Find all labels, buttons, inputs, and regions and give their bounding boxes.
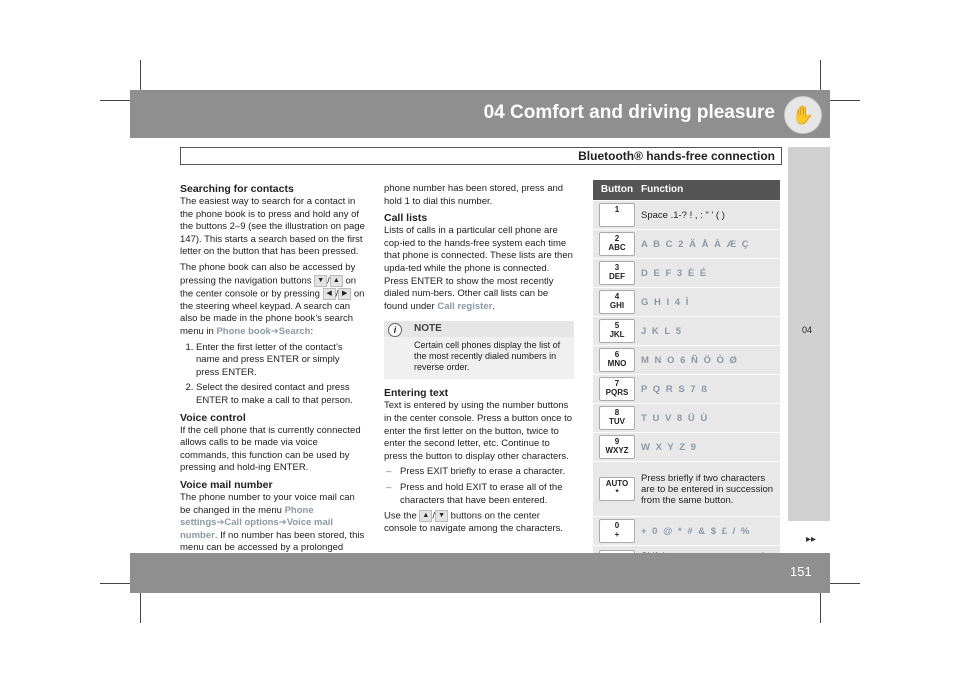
key-label: 4: [614, 292, 620, 301]
table-row: [593, 403, 780, 432]
keypad-button-icon: [599, 377, 635, 401]
key-label: AUTO: [605, 479, 629, 488]
key-sublabel: MNO: [607, 358, 627, 368]
heading-voice-mail: Voice mail number: [180, 478, 273, 491]
key-label: 9: [614, 437, 620, 446]
table-row: [593, 200, 780, 229]
key-sublabel: TUV: [609, 416, 625, 426]
menu-path-call-register: Call register: [437, 300, 493, 312]
info-icon: i: [388, 323, 402, 337]
chapter-header: [130, 90, 830, 138]
table-row: [593, 516, 780, 545]
table-row: [593, 258, 780, 287]
crop-mark: [820, 593, 821, 623]
crop-mark: [820, 60, 821, 90]
keypad-button-icon: [599, 290, 635, 314]
paragraph: The phone number to your voice mail can be changed in the menu Phone settings➔Call options➔Voice mail number. If no number has been stored, this menu can be accessed by a prolonged: [180, 491, 365, 554]
down-arrow-icon: ▼: [314, 275, 327, 287]
function-cell: D E F 3 È É: [641, 267, 708, 279]
key-label: 8: [614, 408, 620, 417]
crop-mark: [140, 593, 141, 623]
key-sublabel: WXYZ: [605, 445, 629, 455]
function-cell: J K L 5: [641, 325, 683, 337]
keypad-button-icon: [599, 435, 635, 459]
menu-path-phone-settings: Phone settings: [180, 504, 314, 529]
section-title: Bluetooth® hands-free connection: [578, 149, 775, 163]
key-cell: [593, 230, 641, 258]
key-label: 7: [614, 379, 620, 388]
keypad-button-icon: [599, 203, 635, 227]
key-sublabel: +: [614, 529, 620, 539]
up-arrow-icon: ▲: [330, 275, 343, 287]
key-label: 3: [614, 263, 620, 272]
note-header: [384, 321, 574, 337]
key-label: 2: [614, 234, 620, 243]
continue-arrows: ▸▸: [806, 534, 817, 545]
crop-mark: [830, 100, 860, 101]
table-row: [593, 374, 780, 403]
key-cell: [593, 375, 641, 403]
menu-arrow-icon: ➔: [278, 517, 287, 529]
list-item: 1. Enter the first letter of the contact’s name and press ENTER or simply press ENTER.: [196, 342, 365, 380]
key-label: 6: [614, 350, 620, 359]
table-row: [593, 229, 780, 258]
key-cell: [593, 201, 641, 229]
table-row: [593, 461, 780, 516]
menu-path-call-options: Call options: [224, 517, 279, 529]
menu-arrow-icon: ➔: [270, 325, 279, 337]
key-sublabel: ABC: [608, 242, 626, 252]
crop-mark: [100, 100, 130, 101]
key-sublabel: JKL: [609, 329, 625, 339]
function-cell: W X Y Z 9: [641, 441, 698, 453]
key-label: 0: [614, 521, 620, 530]
paragraph: phone number has been stored, press and hold 1 to dial this number.: [384, 183, 564, 207]
down-arrow-icon: ▼: [435, 510, 448, 522]
function-cell: T U V 8 Ü Ù: [641, 412, 709, 424]
key-cell: [593, 288, 641, 316]
list-item: – Press EXIT briefly to erase a character.: [400, 466, 574, 479]
list-item: – Press and hold EXIT to erase all of the characters that have been entered.: [400, 482, 574, 507]
key-cell: [593, 317, 641, 345]
keypad-button-icon: [599, 519, 635, 543]
column-header-button: Button: [600, 184, 634, 195]
left-column: [180, 183, 365, 570]
key-cell: [593, 462, 641, 516]
key-label: 1: [614, 205, 620, 214]
key-label: 5: [614, 321, 620, 330]
heading-voice-control: Voice control: [180, 411, 246, 424]
function-cell: G H I 4 Ì: [641, 296, 690, 308]
paragraph: Use the ▲ / ▼ buttons on the center console to navigate among the characters.: [384, 510, 564, 535]
menu-arrow-icon: ➔: [216, 517, 225, 529]
table-row: [593, 432, 780, 461]
crop-mark: [140, 60, 141, 90]
key-cell: [593, 346, 641, 374]
keypad-button-icon: [599, 261, 635, 285]
up-arrow-icon: ▲: [419, 510, 432, 522]
paragraph: Text is entered by using the number buttons in the center console. Press a button once to enter the first letter on the button, twice to enter the second letter, etc. Continue to press the button to display other characters.: [384, 400, 573, 462]
chapter-title: 04 Comfort and driving pleasure: [483, 102, 775, 123]
keypad-button-icon: [599, 477, 635, 501]
note-label: NOTE: [414, 323, 442, 335]
chapter-tab-label: 04: [802, 325, 813, 335]
heading-entering-text: Entering text: [384, 387, 449, 400]
middle-column: [384, 183, 574, 539]
keypad-button-icon: [599, 348, 635, 372]
key-cell: [593, 517, 641, 545]
comfort-seat-icon: ✋: [784, 96, 822, 134]
heading-searching: Searching for contacts: [180, 183, 294, 195]
heading-call-lists: Call lists: [384, 212, 428, 225]
table-row: [593, 316, 780, 345]
right-arrow-icon: ▶: [338, 288, 351, 300]
table-row: [593, 287, 780, 316]
table-header: [593, 180, 780, 200]
column-header-function: Function: [641, 184, 684, 195]
key-cell: [593, 404, 641, 432]
keypad-button-icon: [599, 232, 635, 256]
key-sublabel: GHI: [609, 300, 625, 310]
paragraph: The phone book can also be accessed by pressing the navigation buttons ▼ / ▲ on the center console or by pressing ◀ / ▶ on the steering wheel keypad. A search can also be made in the phone book’s search menu in Phone book➔Search:: [180, 261, 365, 337]
key-cell: [593, 433, 641, 461]
section-header: [180, 147, 782, 165]
crop-mark: [830, 583, 860, 584]
paragraph: The easiest way to search for a contact in the phone book is to press and hold any of the buttons 2–9 (see the illustration on page 147). This starts a search based on the first letter on the button that has been pressed.: [180, 196, 365, 258]
function-cell: Press briefly if two characters are to be entered in succession from the same button.: [641, 472, 774, 506]
keypad-button-icon: [599, 406, 635, 430]
steps-list: [180, 342, 365, 408]
chapter-tab: [788, 147, 830, 521]
menu-path-phone-book: Phone book: [216, 325, 271, 337]
key-sublabel: DEF: [609, 271, 625, 281]
keypad-button-icon: [599, 319, 635, 343]
paragraph: Lists of calls in a particular cell phone are cop-ied to the hands-free system each time that phone is connected. These lists are then upda-ted while the phone is connected. Press ENTER to show the most recently dialed num-bers. Other call lists can be found under Call register.: [384, 225, 573, 312]
key-sublabel: *: [615, 487, 619, 497]
function-cell: M N O 6 Ñ Ö Ò Ø: [641, 354, 739, 366]
left-arrow-icon: ◀: [323, 288, 336, 300]
bullet-list: [384, 466, 574, 507]
page-footer: [130, 553, 830, 593]
function-cell: A B C 2 Ä Å À Æ Ç: [641, 238, 751, 250]
list-item: 2. Select the desired contact and press ENTER to make a call to that person.: [196, 382, 365, 407]
table-row: [593, 345, 780, 374]
menu-path-search: Search: [278, 325, 311, 337]
function-cell: P Q R S 7 ß: [641, 383, 709, 395]
function-cell: + 0 @ * # & $ £ / %: [641, 525, 751, 537]
note-box: [384, 321, 574, 379]
key-sublabel: PQRS: [605, 387, 629, 397]
note-text: Certain cell phones display the list of the most recently dialed numbers in reverse order.: [384, 337, 574, 379]
key-cell: [593, 259, 641, 287]
menu-path-voice-mail: Voice mail number: [180, 517, 334, 541]
function-cell: Space .1-? ! , : " ' ( ): [641, 209, 725, 221]
character-table: [593, 180, 780, 578]
paragraph: If the cell phone that is currently connected allows calls to be made via voice commands, this function can be used by pressing and hold-ing ENTER.: [180, 424, 361, 474]
page-number: 151: [790, 564, 812, 579]
crop-mark: [100, 583, 130, 584]
